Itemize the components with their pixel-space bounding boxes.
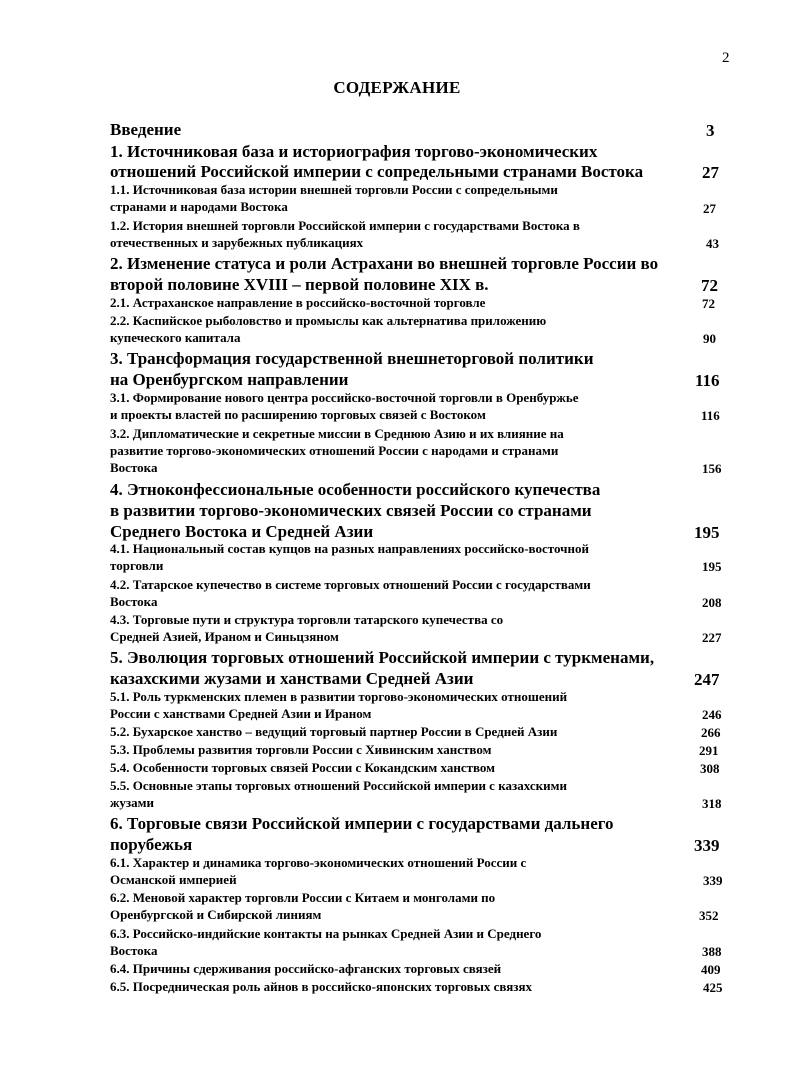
toc-line: в развитии торгово-экономических связей России со странами <box>110 501 592 520</box>
page-number: 2 <box>722 50 730 66</box>
toc-line: 2.2. Каспийское рыболовство и промыслы как альтернатива приложению <box>110 313 547 328</box>
toc-line: и проекты властей по расширению торговых связей с Востоком <box>110 407 486 422</box>
toc-line: 3.2. Дипломатические и секретные миссии в Среднюю Азию и их влияние на <box>110 426 564 441</box>
toc-line: развитие торгово-экономических отношений России с народами и странами <box>110 443 559 458</box>
toc-line: 5.4. Особенности торговых связей России с Кокандским ханством <box>110 760 496 775</box>
toc-line: Востока <box>110 460 158 475</box>
toc-line: жузами <box>110 795 154 810</box>
toc-page-number: 116 <box>701 408 720 423</box>
toc-page-number: 27 <box>703 201 716 216</box>
toc-line: 1.2. История внешней торговли Российской империи с государствами Востока в <box>110 218 580 233</box>
toc-line: Востока <box>110 594 158 609</box>
toc-line: 4.1. Национальный состав купцов на разных направлениях российско-восточной <box>110 541 589 556</box>
toc-page-number: 409 <box>701 962 721 977</box>
toc-page-number: 90 <box>703 331 716 346</box>
toc-page-number: 3 <box>706 121 715 140</box>
toc-line: 5.3. Проблемы развития торговли России с Хивинским ханством <box>110 742 492 757</box>
toc-line: 6.3. Российско-индийские контакты на рынках Средней Азии и Среднего <box>110 926 542 941</box>
toc-line: 2. Изменение статуса и роли Астрахани во внешней торговле России во <box>110 254 659 273</box>
toc-line: 6.2. Меновой характер торговли России с Китаем и монголами по <box>110 890 496 905</box>
toc-line: 1.1. Источниковая база истории внешней торговли России с сопредельными <box>110 182 558 197</box>
toc-page-number: 388 <box>702 944 722 959</box>
toc-page-number: 318 <box>702 796 722 811</box>
toc-page-number: 43 <box>706 236 719 251</box>
toc-line: 6. Торговые связи Российской империи с государствами дальнего <box>110 814 614 833</box>
toc-line: отношений Российской империи с сопредельными странами Востока <box>110 162 644 181</box>
toc-line: 1. Источниковая база и историография торгово-экономических <box>110 142 598 161</box>
toc-page-number: 156 <box>702 461 722 476</box>
toc-page-number: 195 <box>694 523 720 542</box>
toc-line: 6.1. Характер и динамика торгово-экономических отношений России с <box>110 855 527 870</box>
toc-page-number: 247 <box>694 670 720 689</box>
toc-line: казахскими жузами и ханствами Средней Азии <box>110 669 474 688</box>
toc-line: второй половине XVIII – первой половине XIX в. <box>110 275 489 294</box>
toc-page-number: 425 <box>703 980 723 995</box>
toc-page-number: 352 <box>699 908 719 923</box>
toc-line: отечественных и зарубежных публикациях <box>110 235 364 250</box>
page-title: СОДЕРЖАНИЕ <box>333 78 461 97</box>
toc-line: Введение <box>110 120 182 139</box>
toc-page-number: 227 <box>702 630 722 645</box>
toc-line: 4. Этноконфессиональные особенности российского купечества <box>110 480 601 499</box>
toc-line: 5.5. Основные этапы торговых отношений Российской империи с казахскими <box>110 778 567 793</box>
toc-page-number: 339 <box>703 873 723 888</box>
toc-line: Османской империей <box>110 872 237 887</box>
toc-line: 3.1. Формирование нового центра российско-восточной торговли в Оренбуржье <box>110 390 579 405</box>
toc-line: России с ханствами Средней Азии и Ираном <box>110 706 372 721</box>
toc-page-number: 195 <box>702 559 722 574</box>
toc-line: 4.3. Торговые пути и структура торговли татарского купечества со <box>110 612 504 627</box>
toc-line: Средней Азией, Ираном и Синьцзяном <box>110 629 339 644</box>
toc-line: 3. Трансформация государственной внешнеторговой политики <box>110 349 594 368</box>
toc-line: торговли <box>110 558 164 573</box>
toc-line: купеческого капитала <box>110 330 241 345</box>
toc-line: 5.1. Роль туркменских племен в развитии торгово-экономических отношений <box>110 689 568 704</box>
toc-page-number: 266 <box>701 725 721 740</box>
toc-line: Оренбургской и Сибирской линиям <box>110 907 322 922</box>
toc-page-number: 339 <box>694 836 720 855</box>
toc-line: на Оренбургском направлении <box>110 370 349 389</box>
toc-line: 5.2. Бухарское ханство – ведущий торговый партнер России в Средней Азии <box>110 724 558 739</box>
toc-page-number: 72 <box>702 296 715 311</box>
toc-line: странами и народами Востока <box>110 199 288 214</box>
toc-page-number: 246 <box>702 707 722 722</box>
toc-line: 6.5. Посредническая роль айнов в российско-японских торговых связях <box>110 979 533 994</box>
toc-line: Востока <box>110 943 158 958</box>
toc-page-number: 72 <box>701 276 718 295</box>
toc-page-number: 27 <box>702 163 719 182</box>
toc-line: 4.2. Татарское купечество в системе торговых отношений России с государствами <box>110 577 591 592</box>
toc-page-number: 308 <box>700 761 720 776</box>
toc-page-number: 116 <box>695 371 720 390</box>
toc-line: Среднего Востока и Средней Азии <box>110 522 374 541</box>
toc-line: 2.1. Астраханское направление в российско-восточной торговле <box>110 295 486 310</box>
toc-line: 5. Эволюция торговых отношений Российской империи с туркменами, <box>110 648 655 667</box>
toc-page-number: 208 <box>702 595 722 610</box>
toc-page-number: 291 <box>699 743 719 758</box>
toc-line: 6.4. Причины сдерживания российско-афганских торговых связей <box>110 961 502 976</box>
toc-line: порубежья <box>110 835 193 854</box>
